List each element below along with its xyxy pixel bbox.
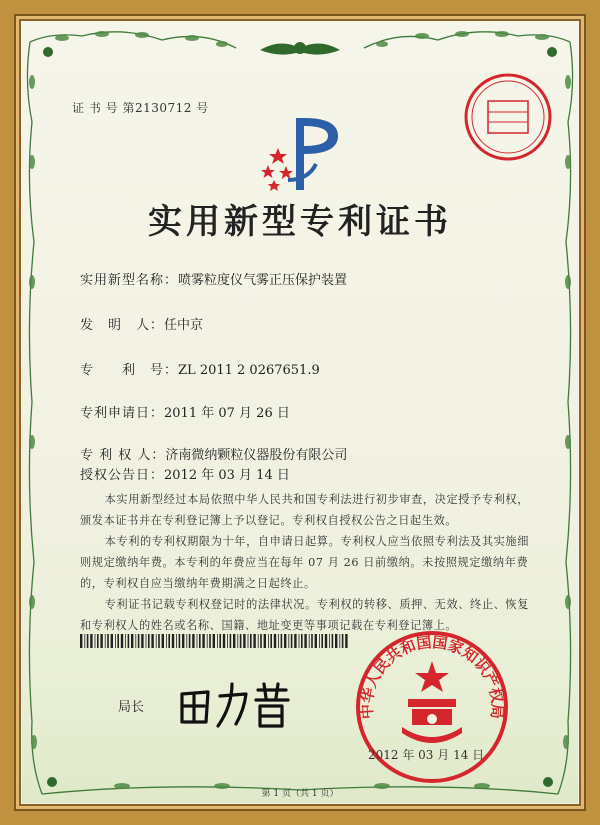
certificate-number (72, 99, 209, 116)
patentee-row (80, 444, 347, 463)
certificate-number-label: 证 书 号 第 (72, 101, 135, 115)
page-title: 实用新型专利证书 (148, 202, 452, 242)
field-value: 2012 年 03 月 14 日 (164, 468, 290, 483)
patent-number-row (80, 359, 320, 378)
field-label: 专 利 权 人： (80, 448, 166, 463)
field-value: 任中京 (164, 318, 204, 333)
grant-date-row (80, 464, 290, 483)
page-number: 第 1 页（共 1 页） (261, 789, 339, 799)
official-seal (352, 627, 512, 787)
body-paragraph: 本实用新型经过本局依照中华人民共和国专利法进行初步审查，决定授予专利权，颁发本证书并在专利登记簿上予以登记。专利权自授权公告之日起生效。 (80, 493, 529, 527)
field-value: ZL 2011 2 0267651.9 (178, 363, 320, 378)
certificate-number-suffix: 号 (196, 101, 209, 115)
field-label: 发 明 人： (80, 318, 165, 333)
director-signature (174, 676, 294, 732)
field-value: 济南微纳颗粒仪器股份有限公司 (165, 448, 348, 463)
field-label: 专利申请日： (80, 406, 165, 421)
tax-stamp (462, 71, 554, 163)
field-label: 实用新型名称： (80, 273, 179, 288)
patent-office-logo-icon (258, 110, 348, 196)
application-date-row (80, 402, 290, 421)
field-label: 专 利 号： (80, 363, 179, 378)
field-value: 喷雾粒度仪气雾正压保护装置 (178, 273, 348, 288)
field-value: 2011 年 07 月 26 日 (164, 406, 290, 421)
body-paragraph: 本专利的专利权期限为十年，自申请日起算。专利权人应当依照专利法及其实施细则规定缴纳年费。本专利的年费应当在每年 07 月 26 日前缴纳。未按照规定缴纳年费的，专利权自应当缴纳年费期满之日起终止。 (80, 535, 529, 590)
certificate-number-value: 2130712 (134, 101, 192, 115)
inventor-row (80, 314, 203, 333)
barcode (80, 634, 348, 648)
seal-date: 2012 年 03 月 14 日 (368, 748, 485, 762)
certificate-paper (22, 22, 578, 803)
director-label: 局长 (118, 700, 145, 715)
seal-text: 中华人民共和国国家知识产权局 (357, 633, 507, 720)
field-label: 授权公告日： (80, 468, 165, 483)
body-paragraph: 专利证书记载专利权登记时的法律状况。专利权的转移、质押、无效、终止、恢复和专利权人的姓名或名称、国籍、地址变更等事项记载在专利登记簿上。 (80, 598, 529, 632)
certificate-body (80, 489, 538, 636)
utility-model-name-row (80, 269, 347, 288)
